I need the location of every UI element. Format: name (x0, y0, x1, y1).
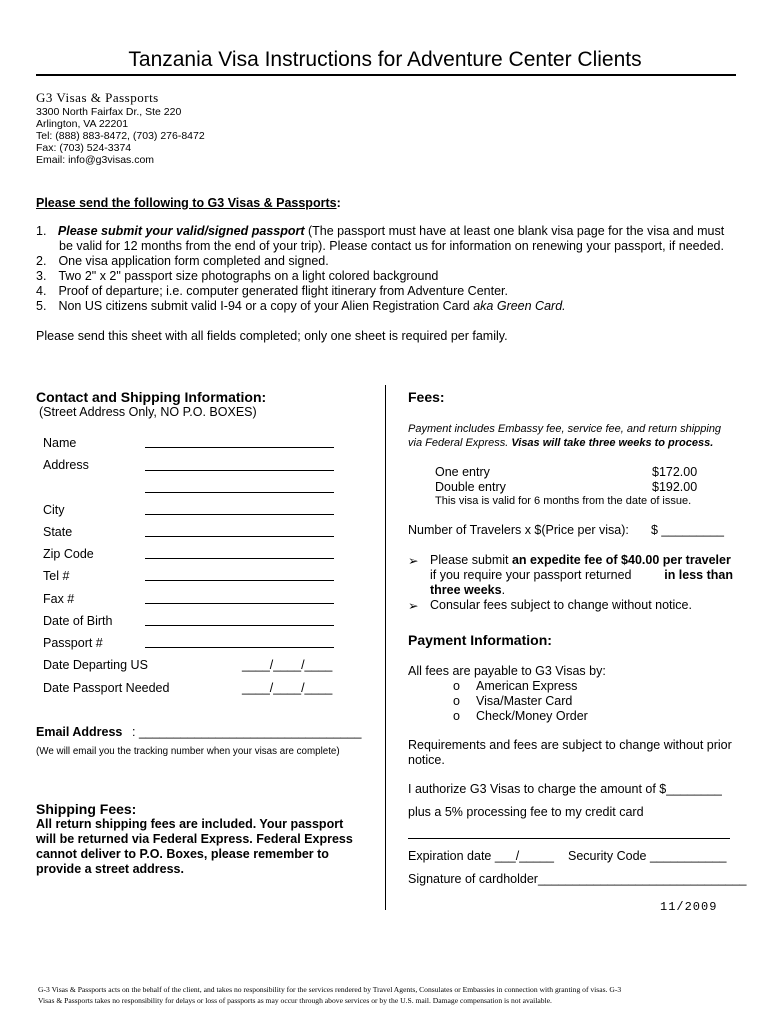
visa-validity: This visa is valid for 6 months from the date of issue. (435, 495, 692, 507)
agency-fax: Fax: (703) 524-3374 (36, 142, 132, 154)
requirement-num: 3. (36, 269, 47, 283)
requirement-1 (36, 224, 724, 238)
entry-label: One entry (435, 465, 490, 479)
passport-label: Passport # (43, 636, 103, 650)
page-title: Tanzania Visa Instructions for Adventure Center Clients (128, 48, 642, 71)
expedite-line1 (430, 553, 731, 567)
send-heading (36, 196, 341, 210)
requirements-notice-1: Requirements and fees are subject to change without prior (408, 738, 732, 752)
address-field-line2[interactable] (145, 492, 334, 493)
entry-price: $192.00 (652, 480, 698, 494)
date-stamp: 11/2009 (660, 900, 718, 914)
dob-label: Date of Birth (43, 614, 113, 628)
requirement-text: Non US citizens submit valid I-94 or a copy of your Alien Registration Card (58, 299, 474, 313)
tel-label: Tel # (43, 569, 70, 583)
city-label: City (43, 503, 65, 517)
payable-text: All fees are payable to G3 Visas by: (408, 664, 606, 678)
fees-note-line2 (408, 437, 713, 449)
send-heading-colon: : (336, 196, 341, 210)
agency-tel: Tel: (888) 883-8472, (703) 276-8472 (36, 130, 205, 142)
column-divider (385, 385, 386, 910)
fees-note-bold: Visas will take three weeks to process. (511, 437, 714, 449)
expedite-line3 (430, 583, 505, 597)
departing-date-field[interactable]: ____/____/____ (242, 658, 333, 672)
authorize-amount-field[interactable]: I authorize G3 Visas to charge the amount of $________ (408, 782, 722, 796)
shipping-line: All return shipping fees are included. Your passport (36, 817, 344, 831)
requirement-text: (The passport must have at least one blank visa page for the visa and must (304, 224, 725, 238)
expedite-bold: three weeks (430, 583, 502, 597)
fees-note-line1: Payment includes Embassy fee, service fee, and return shipping (408, 423, 722, 435)
requirement-5 (36, 299, 566, 313)
consular-bullet: ➢ (408, 599, 419, 613)
security-code-field[interactable]: Security Code ___________ (568, 849, 727, 863)
processing-fee: plus a 5% processing fee to my credit card (408, 805, 644, 819)
address-label: Address (43, 458, 89, 472)
requirement-3 (36, 269, 438, 283)
requirements-notice-2: notice. (408, 753, 445, 767)
footer-line2: Visas & Passports takes no responsibility for delays or loss of passports as may occur through above services or by the U.S. mail. Damage compensation is not available. (38, 996, 552, 1005)
travelers-field[interactable]: $ _________ (651, 523, 724, 537)
agency-email: Email: info@g3visas.com (36, 154, 155, 166)
fax-field[interactable] (145, 603, 334, 604)
expedite-line2 (430, 568, 733, 582)
address-field-line1[interactable] (145, 470, 334, 471)
expedite-text: . (501, 583, 506, 597)
state-label: State (43, 525, 73, 539)
shipping-line: provide a street address. (36, 862, 184, 876)
shipping-heading: Shipping Fees: (36, 801, 137, 817)
email-note: (We will email you the tracking number when your visas are complete) (36, 746, 340, 757)
agency-address1: 3300 North Fairfax Dr., Ste 220 (36, 106, 182, 118)
payment-method-amex: American Express (476, 679, 578, 693)
send-heading-text: Please send the following to G3 Visas & Passports (36, 196, 337, 210)
tel-field[interactable] (145, 580, 334, 581)
requirement-num: 4. (36, 284, 47, 298)
travelers-label: Number of Travelers x $(Price per visa): (408, 523, 629, 537)
expedite-text: Please submit (430, 553, 512, 567)
contact-subheading: (Street Address Only, NO P.O. BOXES) (39, 405, 257, 419)
agency-address2: Arlington, VA 22201 (36, 118, 129, 130)
shipping-line: cannot deliver to P.O. Boxes, please remember to (36, 847, 329, 861)
requirement-num: 1. (36, 224, 47, 238)
requirement-num: 2. (36, 254, 47, 268)
bullet: o (453, 709, 460, 723)
expedite-bullet: ➢ (408, 554, 419, 568)
zip-field[interactable] (145, 558, 334, 559)
requirement-4 (36, 284, 508, 298)
fax-label: Fax # (43, 592, 75, 606)
requirement-text: One visa application form completed and signed. (58, 254, 329, 268)
fees-heading: Fees: (408, 389, 445, 405)
payment-method-visa: Visa/Master Card (476, 694, 573, 708)
fees-note-text: via Federal Express. (408, 437, 512, 449)
expedite-bold: in less than (664, 568, 733, 582)
contact-heading: Contact and Shipping Information: (36, 389, 267, 405)
signature-field[interactable]: Signature of cardholder______________________________ (408, 872, 747, 886)
expedite-text: if you require your passport returned (430, 568, 632, 582)
payment-method-check: Check/Money Order (476, 709, 588, 723)
bullet: o (453, 694, 460, 708)
expiration-field[interactable]: Expiration date ___/_____ (408, 849, 554, 863)
entry-label: Double entry (435, 480, 506, 494)
needed-date-field[interactable]: ____/____/____ (242, 681, 333, 695)
send-sheet-note: Please send this sheet with all fields completed; only one sheet is required per family. (36, 329, 508, 343)
state-field[interactable] (145, 536, 334, 537)
zip-label: Zip Code (43, 547, 94, 561)
consular-note: Consular fees subject to change without notice. (430, 598, 692, 612)
dob-field[interactable] (145, 625, 334, 626)
passport-field[interactable] (145, 647, 334, 648)
payment-heading: Payment Information: (408, 632, 552, 648)
shipping-line: will be returned via Federal Express. Federal Express (36, 832, 353, 846)
requirement-bold: Please submit your valid/signed passport (57, 224, 305, 238)
name-label: Name (43, 436, 77, 450)
title-rule (36, 74, 736, 76)
departing-label: Date Departing US (43, 658, 148, 672)
entry-price: $172.00 (652, 465, 698, 479)
email-label: Email Address (36, 725, 123, 739)
needed-label: Date Passport Needed (43, 681, 170, 695)
email-field[interactable]: : ________________________________ (132, 725, 362, 739)
requirement-2 (36, 254, 329, 268)
requirement-num: 5. (36, 299, 47, 313)
name-field[interactable] (145, 447, 334, 448)
expedite-bold: an expedite fee of $40.00 per traveler (511, 553, 731, 567)
requirement-text: Proof of departure; i.e. computer generated flight itinerary from Adventure Center. (58, 284, 508, 298)
bullet: o (453, 679, 460, 693)
requirement-italic: aka Green Card. (473, 299, 566, 313)
requirement-text: Two 2" x 2" passport size photographs on a light colored background (58, 269, 439, 283)
requirement-1-cont: be valid for 12 months from the end of your trip). Please contact us for information on renewing your passport, if needed. (59, 239, 724, 253)
footer-line1: G-3 Visas & Passports acts on the behalf of the client, and takes no responsibility for the services rendered by Travel Agents, Consulates or Embassies in connection with granting of visas. G-3 (38, 985, 622, 994)
agency-name: G3 Visas & Passports (36, 90, 159, 105)
card-number-field[interactable] (408, 838, 730, 839)
city-field[interactable] (145, 514, 334, 515)
